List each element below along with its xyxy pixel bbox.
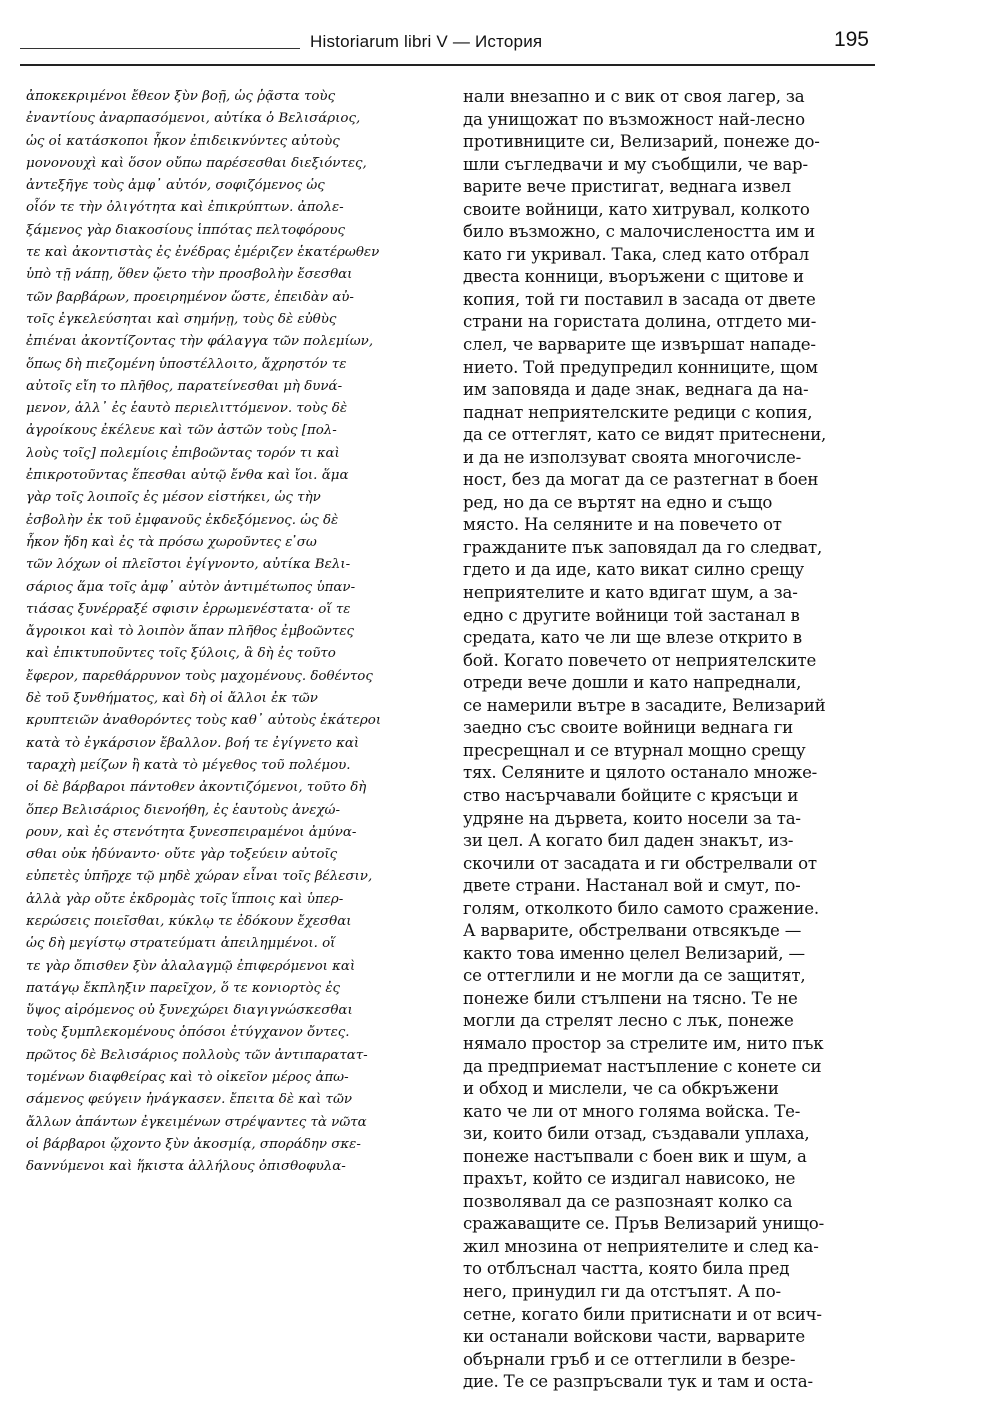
greek-text-line: σάριος ἅμα τοῖς ἀμφ᾿ αὐτὸν ἀντιμέτωπος ὑπαν- [26,579,356,595]
bulgarian-text-line: гдето и да иде, като викат силно срещу [463,560,804,580]
greek-text-line: δαννύμενοι καὶ ἥκιστα ἀλλήλους ὀπισθοφυλα- [26,1159,346,1175]
greek-text-line: ρουν, καὶ ἐς στενότητα ξυνεσπειραμένοι ἀμύνα- [26,824,357,840]
greek-text-line: λοὺς τοῖς] πολεμίοις ἐπιβοῶντας τορόν τι καὶ [26,445,340,461]
greek-text-line: ταραχὴ μείζων ἢ κατὰ τὸ μέγεθος τοῦ πολέμου. [26,757,351,773]
greek-text-line: ἐπικροτοῦντας ἕπεσθαι αὐτῷ ἔνθα καὶ ἴοι. ἅμα [26,468,349,484]
greek-text-line: ἀγροίκους ἐκέλευε καὶ τῶν ἀστῶν τοὺς [πολ- [26,423,337,439]
header-rule-left [20,48,300,49]
greek-text-line: ἔφερον, παρεθάρρυνον τοὺς μαχομένους. δοθέντος [26,668,373,684]
bulgarian-text-line: противниците си, Велизарий, понеже до- [463,132,820,152]
bulgarian-text-line: пресрещнал и се втурнал мощно срещу [463,740,806,760]
bulgarian-text-line: се намерили вътре в засадите, Велизарий [463,695,826,715]
bulgarian-text-line: слел, че варварите ще извършат нападе- [463,335,816,355]
bulgarian-text-line: страни на гористата долина, отгдето ми- [463,312,817,332]
page-number: 195 [833,28,869,51]
greek-text-line: ὑπὸ τῇ νάπῃ, ὅθεν ᾤετο τὴν προσβολὴν ἔσεσθαι [26,267,353,283]
greek-text-line: τῶν βαρβάρων, προειρημένον ὥστε, ἐπειδὰν αὐ- [26,289,354,305]
bulgarian-text-line: зи цел. А когато бил даден знакът, из- [463,831,794,851]
greek-text-line: οἱ βάρβαροι ᾤχοντο ξὺν ἀκοσμίᾳ, σποράδην σκε- [26,1136,361,1152]
greek-text-line: ὅπερ Βελισάριος διενοήθη, ἐς ἑαυτοὺς ἀνεχώ- [26,802,340,818]
greek-text-line: γὰρ τοῖς λοιποῖς ἐς μέσον εἱστήκει, ὡς τὴν [26,490,321,506]
greek-text-line: πατάγῳ ἔκπληξιν παρεῖχον, ὅ τε κονιορτὸς ἐς [26,980,340,996]
greek-text-line: σθαι οὐκ ἠδύναντο· οὔτε γὰρ τοξεύειν αὐτοῖς [26,847,338,863]
greek-text-column [26,86,446,1179]
bulgarian-text-line: сражаващите се. Пръв Велизарий унищо- [463,1214,824,1234]
bulgarian-text-line: било възможно, с малочислеността им и [463,222,815,242]
greek-text-line: τε καὶ ἀκοντιστὰς ἐς ἐνέδρας ἐμέριζεν ἑκατέρωθεν [26,245,380,261]
greek-text-line: κατὰ τὸ ἐγκάρσιον ἔβαλλον. βοή τε ἐγίγνετο καὶ [26,735,360,751]
bulgarian-text-line: прахът, който се издигал нависоко, не [463,1169,796,1189]
greek-text-line: ὡς οἱ κατάσκοποι ἧκον ἐπιδεικνύντες αὐτοὺς [26,133,340,149]
greek-text-line: τε γὰρ ὄπισθεν ξὺν ἀλαλαγμῷ ἐπιφερόμενοι καὶ [26,958,356,974]
bulgarian-text-line: отреди вече дошли и като напреднали, [463,673,802,693]
greek-text-line: σάμενος φεύγειν ἠνάγκασεν. ἔπειτα δὲ καὶ τῶν [26,1092,353,1108]
greek-text-line: τομένων διαφθείρας καὶ τὸ οἰκεῖον μέρος ἀπω- [26,1070,349,1086]
greek-text-line: ὕψος αἰρόμενος οὐ ξυνεχώρει διαγιγνώσκεσθαι [26,1003,353,1019]
bulgarian-text-column [463,86,875,1394]
page-header [20,28,875,62]
bulgarian-text-line: нямало простор за стрелите им, нито пък [463,1033,824,1053]
bulgarian-text-line: обърнали гръб и се оттеглили в безре- [463,1349,796,1369]
bulgarian-text-line: могли да стрелят лесно с лък, понеже [463,1011,794,1031]
bulgarian-text-line: голям, отколкото било самото сражение. [463,898,819,918]
greek-text-line: ὅπως δὴ πιεζομένη ὑποστέλλοιτο, ἄχρηστόν τε [26,356,347,372]
bulgarian-text-line: жил мнозина от неприятелите и след ка- [463,1236,819,1256]
bulgarian-text-line: двеста конници, въоръжени с щитове и [463,267,804,287]
greek-text-line: οἱ δὲ βάρβαροι πάντοθεν ἀκοντιζόμενοι, τοῦτο δὴ [26,780,367,796]
greek-text-line: ξάμενος γὰρ διακοσίους ἱππότας πελτοφόρους [26,222,346,238]
bulgarian-text-line: него, принудил ги да отстъпят. А по- [463,1281,781,1301]
bulgarian-text-line: двете страни. Настанал вой и смут, по- [463,876,801,896]
greek-text-line: μενον, ἀλλ᾿ ἐς ἑαυτὸ περιελιττόμενον. τοὺς δὲ [26,401,348,417]
bulgarian-text-line: ки останали войскови части, варварите [463,1327,805,1347]
bulgarian-text-line: бой. Когато повечето от неприятелските [463,650,817,670]
bulgarian-text-line: се оттеглили и не могли да се защитят, [463,966,806,986]
greek-text-line: ἀλλὰ γὰρ οὔτε ἐκδρομὰς τοῖς ἵπποις καὶ ὑπερ- [26,891,344,907]
bulgarian-text-line: зи, които били отзад, създавали уплаха, [463,1124,810,1144]
greek-text-line: εὐπετὲς ὑπῆρχε τῷ μηδὲ χώραν εἶναι τοῖς βέλεσιν, [26,869,373,885]
running-title: Historiarum libri V — История [310,32,543,51]
greek-text-line: τιάσας ξυνέρραξέ σφισιν ἐρρωμενέστατα· οἵ τε [26,601,351,617]
bulgarian-text-line: сетне, когато били притиснати и от всич- [463,1304,822,1324]
bulgarian-text-line: да предприемат настъпление с конете си [463,1056,822,1076]
bulgarian-text-line: ред, но да се въртят на едно и също [463,492,773,512]
greek-text-line: κρυπτειῶν ἀναθορόντες τοὺς καθ᾿ αὐτοὺς ἑκάτεροι [26,713,382,729]
bulgarian-text-line: нали внезапно и с вик от своя лагер, за [463,87,805,106]
bulgarian-text-line: ност, без да могат да се разтегнат в боен [463,470,819,490]
bulgarian-text-line: както това именно целел Велизарий, — [463,943,805,963]
greek-text-line: ἐσβολὴν ἐκ τοῦ ἐμφανοῦς ἐκδεξόμενος. ὡς δὲ [26,512,339,528]
greek-text-line: ὡς δὴ μεγίστῳ στρατεύματι ἀπειλημμένοι. οἵ [26,936,336,952]
greek-text-line: πρῶτος δὲ Βελισάριος πολλοὺς τῶν ἀντιπαρατατ- [26,1047,368,1063]
bulgarian-text-line: понеже били стълпени на тясно. Те не [463,988,798,1008]
bulgarian-text-line: нието. Той предупредил конниците, щом [463,357,818,377]
bulgarian-text-line: позволявал да се разпознаят колко са [463,1191,793,1211]
greek-text-line: καὶ ἐπικτυποῦντες τοῖς ξύλοις, ἃ δὴ ἐς τοῦτο [26,646,336,662]
bulgarian-text-line: място. На селяните и на повечето от [463,515,782,535]
bulgarian-text-line: като ги укривал. Така, след като отбрал [463,244,809,264]
header-rule [20,64,875,66]
bulgarian-text-line: средата, като че ли ще влезе открито в [463,628,802,648]
bulgarian-text-line: паднат неприятелските редици с копия, [463,402,813,422]
bulgarian-text-line: неприятелите и като вдигат шум, а за- [463,583,798,603]
bulgarian-text-line: А варварите, обстрелвани отвсякъде — [463,921,802,941]
greek-text-line: τῶν λόχων οἱ πλεῖστοι ἐγίγνοντο, αὐτίκα Βελι- [26,557,351,573]
greek-text-line: ἧκον ἤδη καὶ ἐς τὰ πρόσω χωροῦντες ε ̓σω [26,534,317,550]
greek-text-line: ἐπιέναι ἀκοντίζοντας τὴν φάλαγγα τῶν πολεμίων, [26,334,374,350]
bulgarian-text-line: варите вече пристигат, веднага извел [463,177,791,197]
bulgarian-text-line: едно с другите войници той застанал в [463,605,800,625]
bulgarian-text-line: и обход и мислели, че са обкръжени [463,1079,779,1099]
bulgarian-text-line: скочили от засадата и ги обстрелвали от [463,853,817,873]
bulgarian-text-line: понеже настъпвали с боен вик и шум, а [463,1146,807,1166]
bulgarian-text-line: заедно със своите войници веднага ги [463,718,793,738]
bulgarian-text-line: и да не използуват своята многочисле- [463,447,802,467]
bulgarian-text-line: тях. Селяните и цялото останало множе- [463,763,818,783]
greek-text-line: ἀποκεκριμένοι ἔθεον ξὺν βοῇ, ὡς ῥᾷστα τοὺς [26,89,336,104]
greek-text-line: αὐτοῖς εἴη το πλῆθος, παρατείνεσθαι μὴ δυνά- [26,378,343,394]
greek-text-line: ἄλλων ἁπάντων ἐγκειμένων στρέψαντες τὰ νῶτα [26,1114,367,1130]
bulgarian-text-line: своите войници, като хитрувал, колкото [463,199,810,219]
bulgarian-text-line: шли съгледвачи и му съобщили, че вар- [463,154,808,174]
greek-text-line: οἷόν τε τὴν ὀλιγότητα καὶ ἐπικρύπτων. ἀπολε- [26,200,344,216]
greek-text-line: κερώσεις ποιεῖσθαι, κύκλῳ τε ἐδόκουν ἔχεσθαι [26,913,352,929]
greek-text-line: τοῖς ἐγκελεύσηται καὶ σημήνῃ, τοὺς δὲ εὐθὺς [26,311,337,327]
greek-text-line: μονονουχὶ καὶ ὅσον οὔπω παρέσεσθαι διεξιόντες, [26,155,367,171]
bulgarian-text-line: гражданите пък заповядал да го следват, [463,537,823,557]
bulgarian-text-line: да се оттеглят, като се видят притеснени, [463,425,827,445]
greek-text-line: ἄγροικοι καὶ τὸ λοιπὸν ἅπαν πλῆθος ἐμβοῶντες [26,624,355,640]
bulgarian-text-line: ство насърчавали бойците с крясъци и [463,785,799,805]
bulgarian-text-line: им заповяда и даде знак, веднага да на- [463,380,809,400]
bulgarian-text-line: то отблъснал частта, която била пред [463,1259,790,1279]
bulgarian-text-line: да унищожат по възможност най-лесно [463,109,805,129]
bulgarian-text-line: като че ли от много голяма войска. Те- [463,1101,801,1121]
greek-text-line: ἀντεξῆγε τοὺς ἀμφ᾿ αὐτόν, σοφιζόμενος ὡς [26,178,325,194]
greek-text-line: ἐναντίους ἀναρπασόμενοι, αὐτίκα ὁ Βελισάριος, [26,111,361,127]
bulgarian-text-line: копия, той ги поставил в засада от двете [463,289,816,309]
bulgarian-text-line: удряне на дървета, които носели за та- [463,808,801,828]
greek-text-line: δὲ τοῦ ξυνθήματος, καὶ δὴ οἱ ἄλλοι ἐκ τῶν [26,691,318,707]
greek-text-line: τοὺς ξυμπλεκομένους ὁπόσοι ἐτύγχανον ὄντες. [26,1025,350,1041]
bulgarian-text-line: дие. Те се разпръсвали тук и там и оста- [463,1372,813,1392]
